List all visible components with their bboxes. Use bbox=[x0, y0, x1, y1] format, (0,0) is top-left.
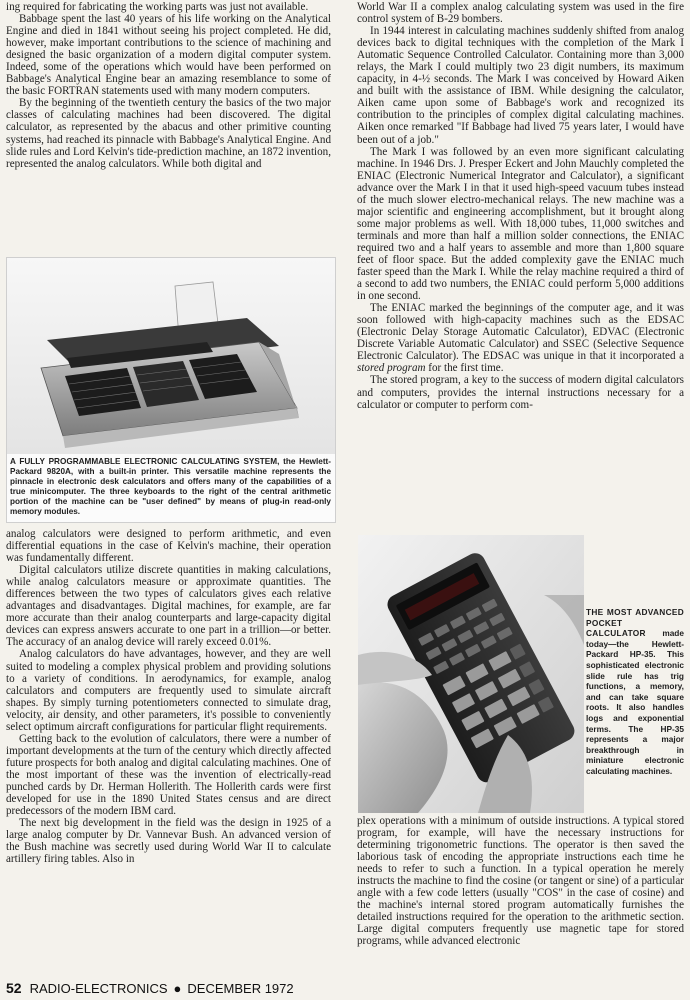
paragraph: Babbage spent the last 40 years of his life working on the Analytical Engine and died in 1841 without seeing his project completed. He did, however, make important contributions to the science of machining and designed the basic organization of a modern digital computer system. Indeed, some of the operations which would have been performed on Babbage's Analytical Engine bear an amazing resemblance to some of the basic FORTRAN statements used with many modern computers. bbox=[6, 13, 331, 98]
paragraph: The next big development in the field was the design in 1925 of a large analog computer by Dr. Vannevar Bush. An advanced version of the Bush machine was secretly used during World War II to calculate artillery firing tables. Also in bbox=[6, 817, 331, 866]
right-bottom-text bbox=[357, 815, 684, 948]
pocket-calculator-figure bbox=[358, 535, 584, 813]
page-number: 52 bbox=[6, 980, 22, 996]
paragraph: The stored program, a key to the success of modern digital calculators and computers, provides the internal instructions necessary for a calculator or computer to perform com- bbox=[357, 374, 684, 411]
paragraph: plex operations with a minimum of outside instructions. A typical stored program, for example, will have the necessary instructions for determining trigonometric functions. The operator is then saved the laborious task of encoding the appropriate instructions each time he needs to refer to such a function. In a typical operation he merely instructs the machine to find the cosine (or tangent or sine) of a particular angle with a few code letters (usually "COS" in the case of cosine) and the machine's internal stored program automatically furnishes the detailed instructions required for the operation to the arithmetic section. Large digital computers frequently use magnetic tape for stored programs, while advanced electronic bbox=[357, 815, 684, 948]
pocket-calculator-caption bbox=[586, 607, 684, 777]
page-footer bbox=[6, 980, 294, 996]
paragraph: World War II a complex analog calculating system was used in the fire control system of B-29 bombers. bbox=[357, 1, 684, 26]
paragraph: ing required for fabricating the working parts was just not available. bbox=[6, 1, 309, 13]
left-top-text bbox=[6, 1, 331, 170]
desk-calculator-caption-block bbox=[10, 457, 331, 518]
paragraph: By the beginning of the twentieth century the basics of the two major classes of calculating machines had been discovered. The digital calculator, as represented by the abacus and other primitive counting systems, had reached its pinnacle with Babbage's Analytical Engine. And slide rules and Lord Kelvin's tide-prediction machine, an 1872 invention, represented the analog calculators. While both digital and bbox=[6, 97, 331, 170]
magazine-name: RADIO-ELECTRONICS bbox=[29, 981, 168, 996]
paragraph: Getting back to the evolution of calculators, there were a number of important developments at the turn of the century which directly affected future prospects for both analog and digital calculating machines. One of the most important of these was the invention of electrically-read punched cards by Dr. Herman Hollerith. The Hollerith cards were first developed for use in the 1890 United States census and are direct predecessors of the modern IBM card. bbox=[6, 732, 331, 818]
edsac-text: The ENIAC marked the beginnings of the computer age, and it was soon followed with high-capacity machines such as the EDSAC (Electronic Delay Storage Automatic Calculator), EDVAC (Electronic Discrete Variable Automatic Calculator) and SSEC (Selective Sequence Electronic Calculator). The EDSAC was unique in that it incorporated a bbox=[357, 302, 684, 363]
caption-rest: the Hewlett-Packard 9820A, with a built-in printer. This versatile machine represents the pinnacle in electronic desk calculators and offers many of the capabilities of a true minicomputer. The three keyboards to the right of the central arithmetic portion of the machine can be "user defined" by means of plug-in read-only memory modules. bbox=[10, 457, 331, 517]
paragraph bbox=[357, 302, 684, 374]
caption-lead: THE MOST ADVANCED POCKET CALCULATOR bbox=[586, 607, 684, 639]
caption-rest: made today—the Hewlett-Packard HP-35. This sophisticated electronic slide rule has trig functions, a memory, and can take square roots. It also handles logs and exponential terms. The HP-35 represents a major breakthrough in miniature electronic calculating machines. bbox=[586, 628, 684, 776]
desk-calculator-figure bbox=[6, 257, 336, 523]
caption-lead: A FULLY PROGRAMMABLE ELECTRONIC CALCULATING SYSTEM, bbox=[10, 457, 280, 466]
right-top-text bbox=[357, 1, 684, 411]
paragraph: Analog calculators do have advantages, however, and they are well suited to modeling a complex physical problem and providing solutions to a variety of conditions. In aerodynamics, for example, analog calculators and computers are frequently used to simulate aircraft shapes. By simply turning potentiometers connected to simulate drag, velocity, air density, and other parameters, it's possible to conveniently select optimum aircraft configurations for particular flight requirements. bbox=[6, 648, 331, 733]
stored-program-italic: stored program bbox=[357, 362, 426, 375]
paragraph: analog calculators were designed to perform arithmetic, and even differential equations in the case of Kelvin's machine, their operation was fundamentally different. bbox=[6, 528, 331, 565]
hp-9820a-desk-calculator-photo bbox=[7, 258, 335, 454]
paragraph: Digital calculators utilize discrete quantities in making calculations, while analog calculators measure or approximate quantities. The differences between the two types of calculators gives each relative advantages and disadvantages. Digital machines, for example, are far more accurate than their analog counterparts and large-capacity digital devices can express answers accurate to one part in a trillion—or better. The accuracy of an analog device will rarely exceed 0.01%. bbox=[6, 564, 331, 649]
left-bottom-text bbox=[6, 528, 331, 865]
desk-calculator-caption bbox=[10, 457, 331, 518]
hp-35-pocket-calculator-photo bbox=[358, 535, 584, 813]
issue-date: DECEMBER 1972 bbox=[187, 981, 294, 996]
edsac-tail: for the first time. bbox=[425, 362, 504, 375]
paragraph: The Mark I was followed by an even more significant calculating machine. In 1946 Drs. J. Presper Eckert and John Mauchly completed the ENIAC (Electronic Numerical Integrator and Calculator), a significant advance over the Mark I in that it used high-speed vacuum tubes instead of the much slower electro-mechanical relays. The new machine was a major scientific and engineering accomplishment, but it brought along some major problems as well. With 18,000 tubes, 11,000 switches and terminals and more than half a million solder connections, the ENIAC required two and a half years to assemble and more than 1,800 square feet of floor space. But the added complexity gave the ENIAC much faster speed than the Mark I. While the relay machine required a third of a second to add two numbers, the ENIAC could perform 5,000 additions in one second. bbox=[357, 145, 684, 303]
paragraph: In 1944 interest in calculating machines suddenly shifted from analog devices back to digital techniques with the completion of the Mark I Automatic Sequence Controlled Calculator. Containing more than 3,000 relays, the Mark I could multiply two 23 digit numbers, its maximum capacity, in 4-½ seconds. The Mark I was conceived by Howard Aiken and built with the assistance of IBM. While designing the calculator, Aiken came upon some of Babbage's work and recognized its contribution to the principles of complex digital calculating machines. Aiken once remarked "If Babbage had lived 75 years later, I would have been out of a job." bbox=[357, 25, 684, 146]
footer-bullet: ● bbox=[173, 981, 182, 996]
